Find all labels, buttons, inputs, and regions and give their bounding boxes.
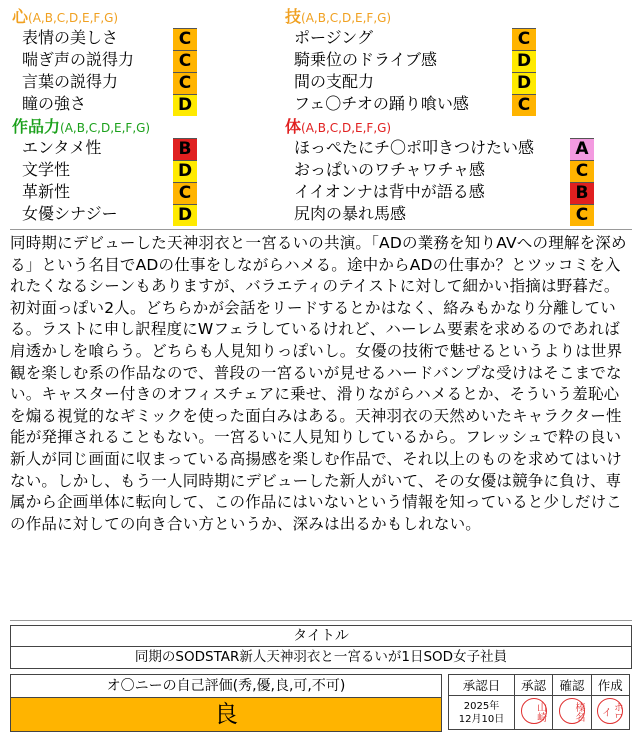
rating-label: ポージング [294, 28, 373, 47]
rating-label: 喘ぎ声の説得力 [22, 50, 135, 69]
approval-table [448, 674, 630, 730]
rating-row [22, 137, 206, 159]
rating-row [22, 71, 206, 93]
section-title-kokoro [12, 7, 118, 28]
grade-badge: C [512, 94, 536, 116]
section-title-sakuhin [12, 117, 150, 138]
rating-row [294, 159, 604, 181]
review-paragraph-1: 同時期にデビューした天神羽衣と一宮るいの共演。「ADの業務を知りAVへの理解を深める」という名目でADの仕事をしながらハメる。途中からADの仕事か？とツッコミを入れたくなるシーンもありますが、バラエティのテイストに対して細かい指摘は野暮だ。 [10, 234, 627, 296]
rating-row [22, 181, 206, 203]
grade-badge: D [512, 72, 536, 94]
rating-row [294, 93, 544, 115]
section-karada-scale: (A,B,C,D,E,F,G) [301, 121, 392, 135]
confirm-stamp-cell [553, 696, 591, 730]
title-box [10, 625, 632, 669]
grade-badge: D [512, 50, 536, 72]
rating-row [22, 93, 206, 115]
rating-label: 瞳の強さ [22, 94, 87, 113]
rating-label: 表情の美しさ [22, 28, 119, 47]
grade-badge: C [173, 28, 197, 50]
rating-row [294, 203, 604, 225]
rating-row [294, 181, 604, 203]
grade-badge: D [173, 204, 197, 226]
grade-badge: A [570, 138, 594, 160]
approve-stamp-cell [514, 696, 552, 730]
rating-row [294, 49, 544, 71]
section-sakuhin-scale: (A,B,C,D,E,F,G) [60, 121, 151, 135]
approval-date-day: 12月10日 [458, 713, 505, 725]
rating-label: エンタメ性 [22, 138, 102, 157]
rating-label: 騎乗位のドライブ感 [294, 50, 438, 69]
approval-header-create: 作成 [591, 675, 629, 696]
grade-badge: D [173, 160, 197, 182]
approval-date-year: 2025年 [463, 700, 500, 712]
section-kokoro-scale: (A,B,C,D,E,F,G) [28, 11, 119, 25]
rating-label: おっぱいのワチャワチャ感 [294, 160, 486, 179]
section-waza-scale: (A,B,C,D,E,F,G) [301, 11, 392, 25]
rating-label: フェ〇チオの踊り喰い感 [294, 94, 469, 113]
rating-row [22, 159, 206, 181]
approve-stamp: 山崎 [521, 698, 547, 724]
divider [10, 229, 632, 230]
section-kokoro-name: 心 [12, 7, 29, 26]
rating-label: 間の支配力 [294, 72, 375, 91]
rating-row [294, 71, 544, 93]
grade-badge: C [570, 160, 594, 182]
rating-label: イイオンナは背中が語る感 [294, 182, 485, 201]
divider [10, 620, 632, 621]
rating-label: 文学性 [22, 160, 71, 179]
confirm-stamp: 榛名 [559, 698, 585, 724]
rating-label: ほっぺたにチ〇ポ叩きつけたい感 [294, 138, 535, 157]
review-text [10, 233, 632, 535]
approval-header-date: 承認日 [449, 675, 515, 696]
review-paragraph-2: 初対面っぽい2人。どちらかが会話をリードするとかはなく、絡みもかなり分離している。ラストに申し訳程度にWフェラしているけれど、ハーレム要素を求めるのであれば肩透かしを喰らう。どちらも人見知りっぽいし。女優の技術で魅せるというよりは世界観を楽しむ系の作品なので、普段の一宮るいが見せるハードバンプな受けはそこまでない。キャスター付きのオフィスチェアに乗せ、滑りながらハメるとか、そういう羞恥心を煽る視覚的なギミックを使った面白みはある。天神羽衣の天然めいたキャラクター性能が発揮されることもない。一宮るいに人見知りしているから。フレッシュで粋の良い新人が同じ画面に収まっている高揚感を楽しむ作品で、それ以上のものを求めてはいけない。しかし、もう一人同時期にデビューした新人がいて、その女優は競争に負け、専属から企画単体に転向して、この作品にはいないという情報を知っていると少しだけこの作品に対しての向き合い方というか、深みは出るかもしれない。 [10, 298, 623, 533]
section-sakuhin-name: 作品力 [12, 117, 61, 136]
rating-label: 革新性 [22, 182, 71, 201]
approval-header-approve: 承認 [514, 675, 552, 696]
self-evaluation-heading: オ〇ニーの自己評価(秀,優,良,可,不可) [11, 675, 441, 698]
section-title-karada [285, 117, 391, 138]
rating-label: 言葉の説得力 [22, 72, 119, 91]
rating-label: 女優シナジー [22, 204, 118, 223]
grade-badge: C [570, 204, 594, 226]
title-value: 同期のSODSTAR新人天神羽衣と一宮るいが1日SOD女子社員 [134, 649, 508, 665]
rating-row [22, 49, 206, 71]
title-heading: タイトル [11, 626, 631, 647]
grade-badge: B [570, 182, 594, 204]
grade-badge: D [173, 94, 197, 116]
grade-badge: C [173, 182, 197, 204]
approval-date [449, 696, 515, 730]
section-karada-name: 体 [285, 117, 302, 136]
approval-header-confirm: 確認 [553, 675, 591, 696]
grade-badge: C [173, 50, 197, 72]
grade-badge: B [173, 138, 197, 160]
grade-badge: C [173, 72, 197, 94]
rating-row [22, 27, 206, 49]
section-title-waza [285, 7, 391, 28]
create-stamp-cell [591, 696, 629, 730]
rating-label: 尻肉の暴れ馬感 [294, 204, 407, 223]
self-evaluation-value: 良 [11, 698, 441, 731]
create-stamp: ホワイ [597, 698, 623, 724]
rating-row [22, 203, 206, 225]
grade-badge: C [512, 28, 536, 50]
rating-row [294, 27, 544, 49]
rating-row [294, 137, 604, 159]
section-waza-name: 技 [285, 7, 302, 26]
self-evaluation-box [10, 674, 442, 732]
